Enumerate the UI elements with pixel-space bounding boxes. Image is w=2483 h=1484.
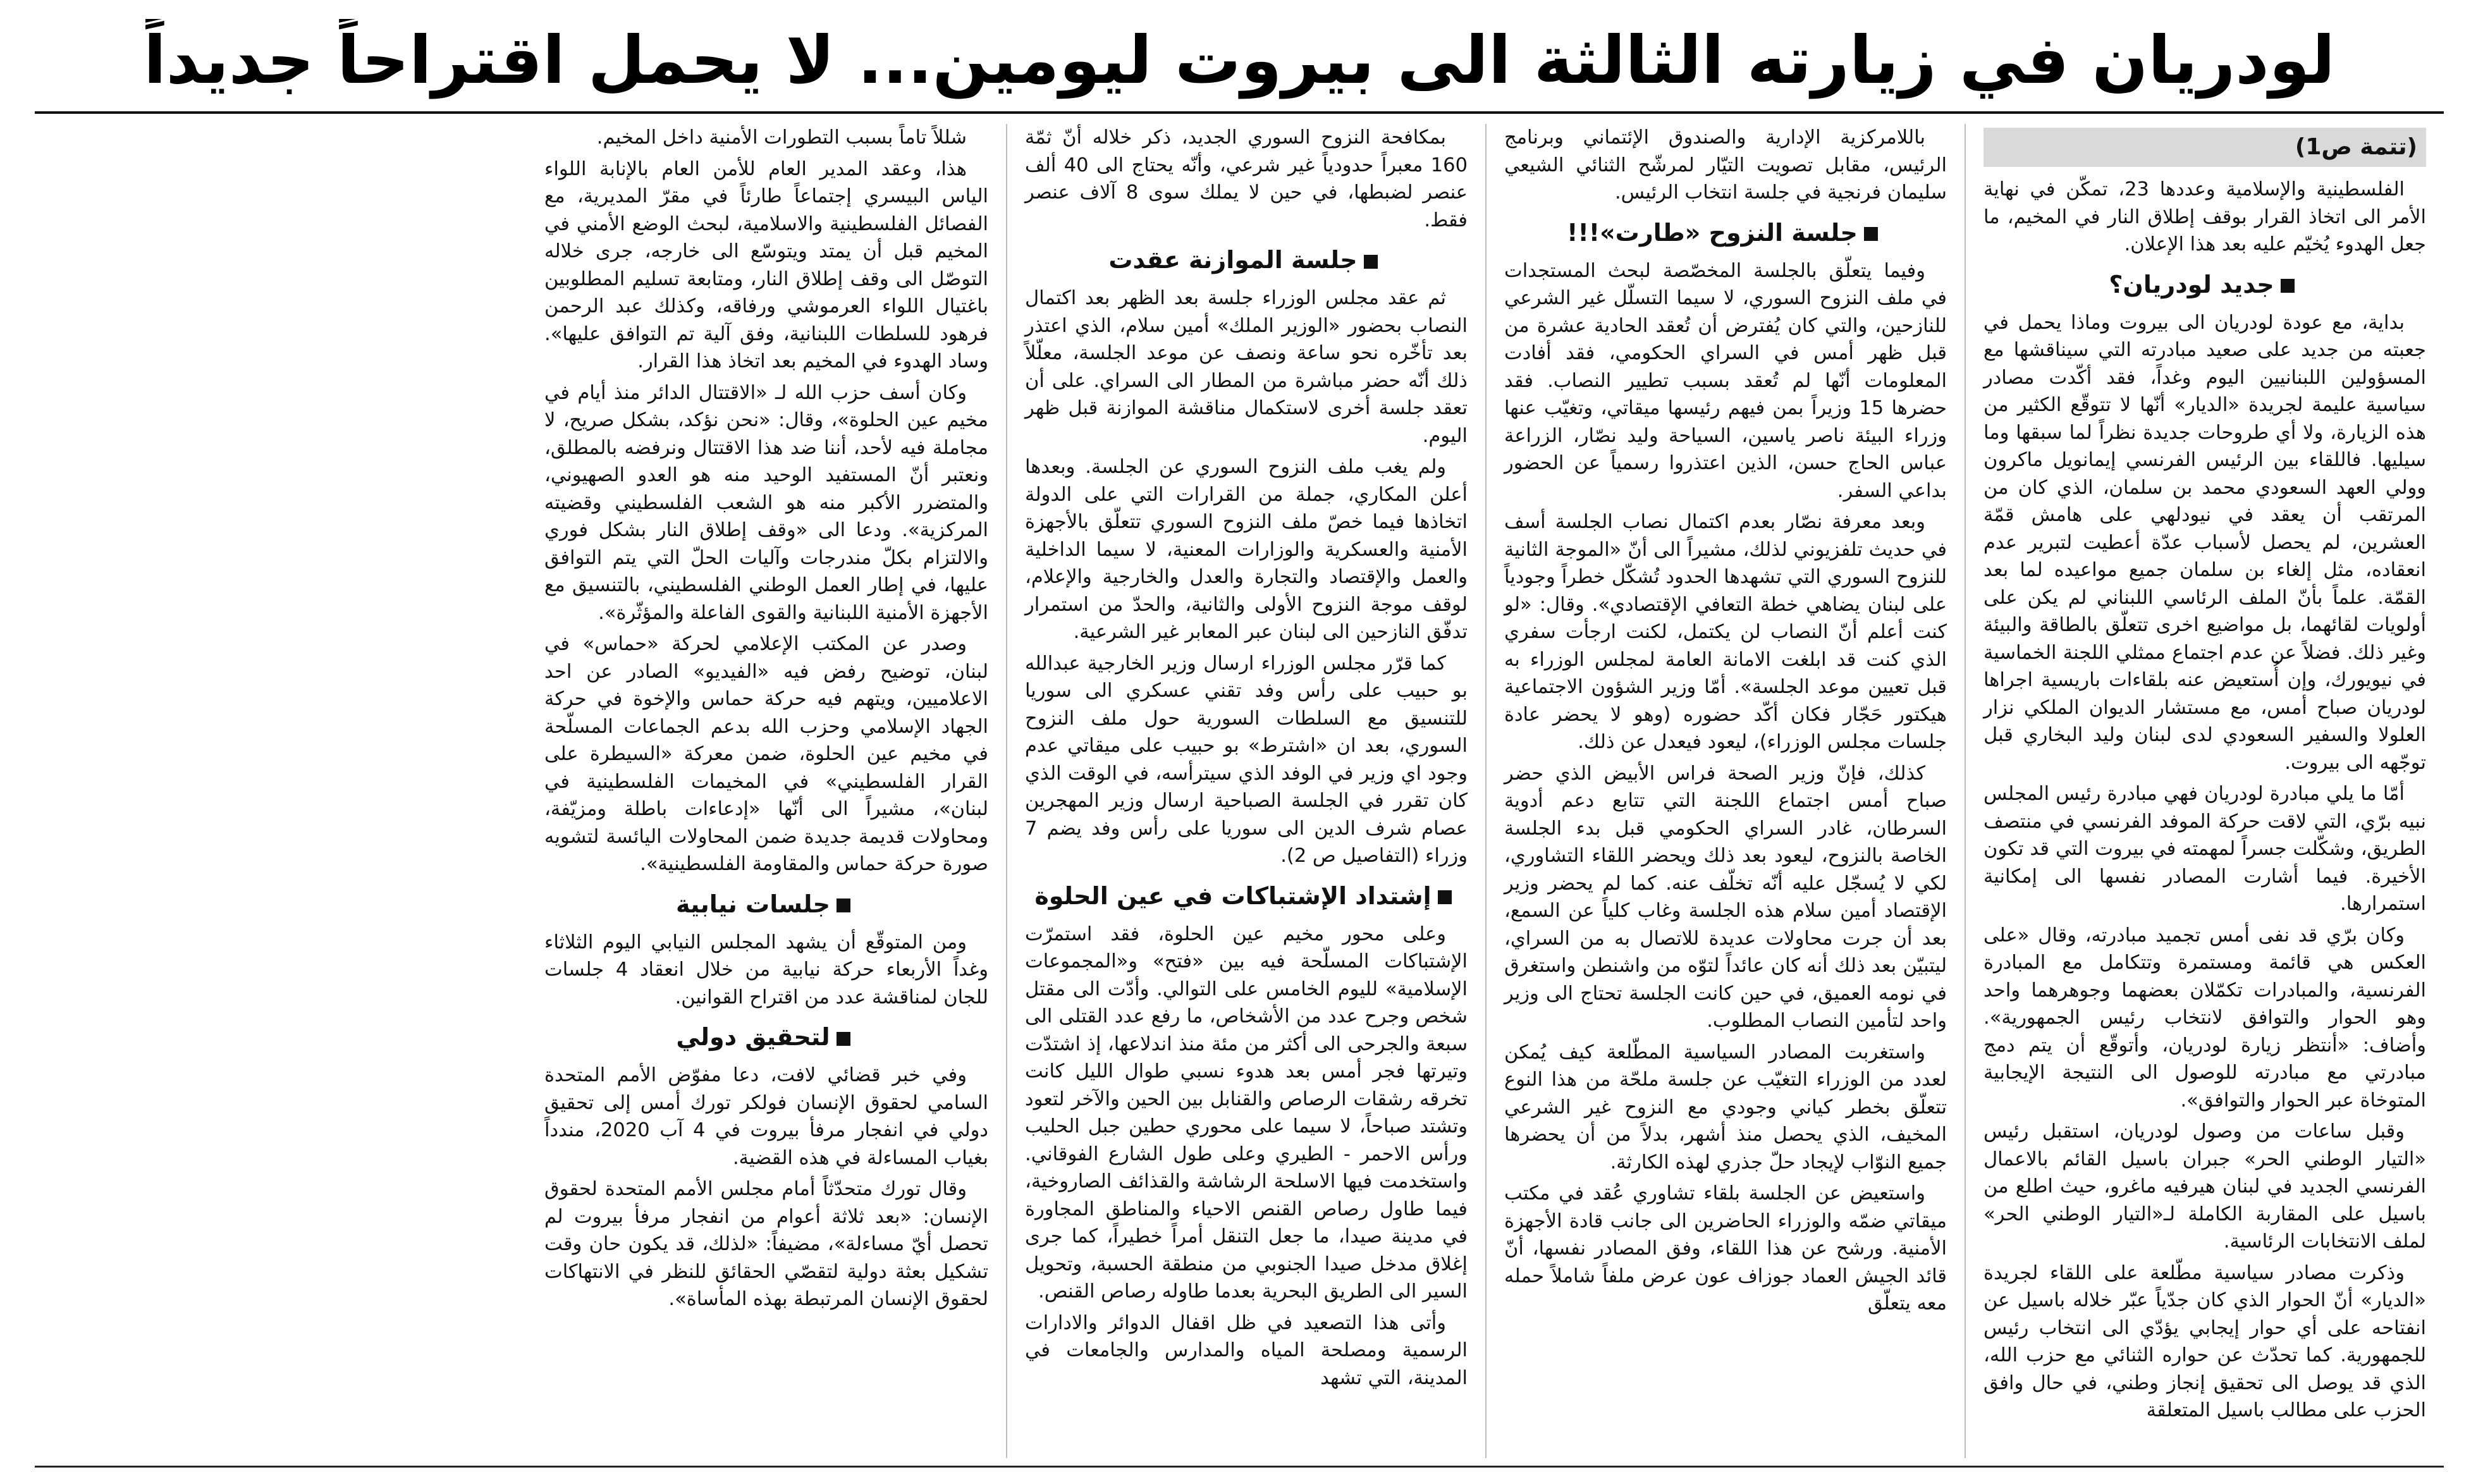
section-heading [1504, 216, 1947, 250]
section-heading [1025, 243, 1468, 277]
article-paragraph: الفلسطينية والإسلامية وعددها 23، تمكّن في نهاية الأمر الى اتخاذ القرار بوقف إطلاق النار في المخيم، ما جعل الهدوء يُخيّم عليه بعد هذا الإعلان. [1983, 178, 2426, 255]
article-paragraph: كذلك، فإنّ وزير الصحة فراس الأبيض الذي حضر صباح أمس اجتماع اللجنة التي تتابع دعم أدوية السرطان، غادر السراي الحكومي قبل بدء الجلسة الخاصة بالنزوح، ليعود بعد ذلك ويحضر اللقاء التشاوري، لكي لا يُسجّل عليه أنّه تخلّف عنه. كما لم يحضر وزير الإقتصاد أمين سلام هذه الجلسة وغاب كلياً عن السمع، بعد أن جرت محاولات عديدة للاتصال به من السراي، ليتبيّن بعد ذلك أنه كان عائداً لتوّه من واشنطن واستغرق في نومه العميق، في حين كانت الجلسة تحتاج الى وزير واحد لتأمين النصاب المطلوب. [1504, 762, 1947, 1032]
square-bullet-icon [1864, 227, 1878, 241]
article-paragraph: ومن المتوقّع أن يشهد المجلس النيابي اليوم الثلاثاء وغداً الأربعاء حركة نيابية من خلال انعقاد 4 جلسات للجان لمناقشة عدد من اقتراح القوانين. [544, 931, 988, 1009]
section-heading [1025, 879, 1468, 913]
article-paragraph: وقال تورك متحدّثاً أمام مجلس الأمم المتحدة لحقوق الإنسان: «بعد ثلاثة أعوام من انفجار مرفأ بيروت لم تحصل أيّ مساءلة»، مضيفاً: «لذلك، قد يكون حان وقت تشكيل بعثة دولية لتقصّي الحقائق للنظر في الانتهاكات لحقوق الإنسان المرتبطة بهذه المأساة». [544, 1178, 988, 1310]
article-paragraph: كما قرّر مجلس الوزراء ارسال وزير الخارجية عبدالله بو حبيب على رأس وفد تقني عسكري الى سوريا للتنسيق مع السلطات السورية حول ملف النزوح السوري، بعد ان «اشترط» بو حبيب على ميقاتي عدم وجود اي وزير في الوفد الذي سيترأسه، في الوقت الذي كان تقرر في الجلسة الصباحية ارسال وزير المهجرين عصام شرف الدين الى سوريا على رأس وفد يضم 7 وزراء (التفاصيل ص 2). [1025, 652, 1468, 867]
article-column [1485, 124, 1965, 1458]
article-paragraph: بداية، مع عودة لودريان الى بيروت وماذا يحمل في جعبته من جديد على صعيد مبادرته التي سيناقشها مع المسؤولين اللبنانيين اليوم وغداً، فقد أكّدت مصادر سياسية عليمة لجريدة «الديار» أنّها لا تتوقّع الكثير من هذه الزيارة، ولا أي طروحات جديدة نظراً لما سبقها وما سيليها. فاللقاء بين الرئيس الفرنسي إيمانويل ماكرون وولي العهد السعودي محمد بن سلمان، الذي كان من المرتقب أن يعقد في نيودلهي على هامش قمّة العشرين، لم يحصل لأسباب عدّة أعطيت لتبرير عدم انعقاده، مثل إلغاء بن سلمان جميع مواعيده لما بعد القمّة. علماً بأنّ الملف الرئاسي اللبناني لم يكن على أولويات لقائهما، بل مواضيع اخرى تتعلّق بالطاقة والبيئة وغير ذلك. فضلاً عن عدم اجتماع ممثلي اللجنة الخماسية في نيويورك، وإن أُستعيض عنه بلقاءات باريسية اجراها لودريان صباح أمس، مع مستشار الديوان الملكي نزار العلولا والسفير السعودي لدى لبنان وليد البخاري قبل توجّهه الى بيروت. [1983, 311, 2426, 774]
section-heading-text: جديد لودريان؟ [2109, 270, 2274, 298]
article-paragraph: واستعيض عن الجلسة بلقاء تشاوري عُقد في مكتب ميقاتي ضمّه والوزراء الحاضرين الى جانب قادة الأجهزة الأمنية. ورشح عن هذا اللقاء، وفق المصادر نفسها، أنّ قائد الجيش العماد جوزاف عون عرض ملفاً شاملاً حمله معه يتعلّق [1504, 1182, 1947, 1315]
article-paragraph: وكان برّي قد نفى أمس تجميد مبادرته، وقال «على العكس هي قائمة ومستمرة وتتكامل مع المبادرة الفرنسية، والمبادرات تكمّلان بعضهما وجوهرهما واحد وهو الحوار والتوافق لانتخاب رئيس الجمهورية». وأضاف: «أنتظر زيارة لودريان، وأتوقّع أن يتم دمج مبادرتي مع مبادرته للوصول الى النتيجة الإيجابية المتوخاة عبر الحوار والتوافق». [1983, 924, 2426, 1112]
article-paragraph: ثم عقد مجلس الوزراء جلسة بعد الظهر بعد اكتمال النصاب بحضور «الوزير الملك» أمين سلام، الذي اعتذر بعد تأخّره نحو ساعة ونصف عن موعد الجلسة، معلّلاً ذلك أنّه حضر مباشرة من المطار الى السراي. على أن تعقد جلسة أخرى لاستكمال مناقشة الموازنة قبل ظهر اليوم. [1025, 287, 1468, 447]
article-paragraph: أمّا ما يلي مبادرة لودريان فهي مبادرة رئيس المجلس نبيه برّي، التي لاقت حركة الموفد الفرنسي في منتصف الطريق، وشكّلت جسراً لمهمته في بيروت التي قد تكون الأخيرة. فيما أشارت المصادر نفسها الى إمكانية استمرارها. [1983, 783, 2426, 915]
section-heading-text: إشتداد الإشتباكات في عين الحلوة [1034, 881, 1432, 910]
article-paragraph: شللاً تاماً بسبب التطورات الأمنية داخل المخيم. [596, 126, 967, 149]
section-heading-text: جلسة النزوح «طارت»!!! [1567, 218, 1858, 247]
article-columns [35, 124, 2444, 1458]
section-heading-text: لتحقيق دولي [676, 1023, 830, 1051]
article-paragraph: وكان أسف حزب الله لـ «الاقتتال الدائر منذ أيام في مخيم عين الحلوة»، وقال: «نحن نؤكد، بشكل صريح، لا مجاملة فيه لأحد، أننا ضد هذا الاقتتال ونرفضه بالمطلق، ونعتبر أنّ المستفيد الوحيد منه هو العدو الصهيوني، والمتضرر الأكبر منه هو الشعب الفلسطيني وقضيته المركزية». ودعا الى «وقف إطلاق النار بشكل فوري والالتزام بكلّ مندرجات وآليات الحلّ التي يتم التوافق عليها، في إطار العمل الوطني الفلسطيني، بالتنسيق مع الأجهزة الأمنية اللبنانية والقوى الفاعلة والمؤثّرة». [544, 381, 988, 624]
article-paragraph: وأتى هذا التصعيد في ظل اقفال الدوائر والادارات الرسمية ومصلحة المياه والمدارس والجامعات في المدينة، التي تشهد [1025, 1311, 1468, 1389]
article-paragraph: وقبل ساعات من وصول لودريان، استقبل رئيس «التيار الوطني الحر» جبران باسيل القائم بالاعمال الفرنسي الجديد في لبنان هيرفيه ماغرو، حيث اطلع من باسيل على المقاربة الكاملة لـ«التيار الوطني الحر» لملف الانتخابات الرئاسية. [1983, 1120, 2426, 1253]
article-paragraph: وفيما يتعلّق بالجلسة المخصّصة لبحث المستجدات في ملف النزوح السوري، لا سيما التسلّل غير الشرعي للنازحين، والتي كان يُفترض أن تُعقد الحادية عشرة من قبل ظهر أمس في السراي الحكومي، فقد أفادت المعلومات أنّها لم تُعقد بسبب تطيير النصاب. فقد حضرها 15 وزيراً بمن فيهم رئيسها ميقاتي، وتغيّب عنها وزراء البيئة ناصر ياسين، السياحة وليد نصّار، الزراعة عباس الحاج حسن، الذين اعتذروا رسمياً عن الحضور بداعي السفر. [1504, 259, 1947, 502]
square-bullet-icon [1438, 890, 1452, 904]
continuation-label: (تتمة ص1) [1983, 128, 2426, 167]
article-paragraph: وصدر عن المكتب الإعلامي لحركة «حماس» في لبنان، توضيح رفض فيه «الفيديو» الصادر عن احد الاعلاميين، ويتهم فيه حركة حماس والإخوة في حركة الجهاد الإسلامي وحزب الله بدعم الجماعات المسلّحة في مخيم عين الحلوة، ضمن معركة «السيطرة على القرار الفلسطيني» في المخيمات الفلسطينية في لبنان»، مشيراً الى أنّها «إدعاءات باطلة ومزيّفة، ومحاولات قديمة جديدة ضمن المحاولات اليائسة لتشويه صورة حركة حماس والمقاومة الفلسطينية». [544, 633, 988, 875]
square-bullet-icon [1364, 255, 1378, 269]
section-heading [544, 887, 988, 921]
article-paragraph: وذكرت مصادر سياسية مطّلعة على اللقاء لجريدة «الديار» أنّ الحوار الذي كان جدّياً عبّر خلاله باسيل عن انفتاحه على أي حوار إيجابي يؤدّي الى انتخاب رئيس للجمهورية. كما تحدّث عن حواره الثنائي مع حزب الله، الذي قد يوصل الى تحقيق إنجاز وطني، في حال وافق الحزب على مطالب باسيل المتعلقة [1983, 1261, 2426, 1421]
article-paragraph: واستغربت المصادر السياسية المطّلعة كيف يُمكن لعدد من الوزراء التغيّب عن جلسة ملحّة من هذا النوع تتعلّق بخطر كياني وجودي مع النزوح غير الشرعي المخيف، الذي يحصل منذ أشهر، بدلاً من أن يحضرها جميع النوّاب لإيجاد حلّ جذري لهذه الكارثة. [1504, 1041, 1947, 1174]
square-bullet-icon [837, 898, 850, 912]
headline-rule [35, 111, 2444, 114]
section-heading [1983, 267, 2426, 302]
article-paragraph: بمكافحة النزوح السوري الجديد، ذكر خلاله أنّ ثمّة 160 معبراً حدودياً غير شرعي، وأنّه يحتاج الى 40 ألف عنصر لضبطها، في حين لا يملك سوى 8 آلاف عنصر فقط. [1025, 126, 1468, 231]
section-heading-text: جلسات نيابية [675, 890, 831, 918]
square-bullet-icon [837, 1032, 850, 1046]
article-paragraph: هذا، وعقد المدير العام للأمن العام بالإنابة اللواء الياس البيسري إجتماعاً طارئاً في مقرّ المديرية، مع الفصائل الفلسطينية والاسلامية، لبحث الوضع الأمني في المخيم قبل أن يمتد ويتوسّع الى خارجه، جرى خلاله التوصّل الى وقف إطلاق النار، ومتابعة تسليم المطلوبين باغتيال اللواء العرموشي ورفاقه، وكذلك عبد الرحمن فرهود للسلطات اللبنانية، وفق آلية تم التوافق عليها». وساد الهدوء في المخيم بعد اتخاذ هذا القرار. [544, 157, 988, 372]
article-column [1006, 124, 1485, 1458]
article-paragraph: باللامركزية الإدارية والصندوق الإئتماني وبرنامج الرئيس، مقابل تصويت التيّار لمرشّح الثنائي الشيعي سليمان فرنجية في جلسة انتخاب الرئيس. [1504, 126, 1947, 204]
section-heading [544, 1020, 988, 1054]
square-bullet-icon [2281, 279, 2295, 293]
section-heading-text: جلسة الموازنة عقدت [1108, 246, 1358, 274]
article-column [1965, 124, 2444, 1458]
article-paragraph: ولم يغب ملف النزوح السوري عن الجلسة. وبعدها أعلن المكاري، جملة من القرارات التي على الدولة اتخاذها فيما خصّ ملف النزوح السوري تتعلّق بالأجهزة الأمنية والعسكرية والوزارات المعنية، لا سيما الداخلية والعمل والإقتصاد والتجارة والعدل والخارجية والإعلام، لوقف موجة النزوح الأولى والثانية، والحدّ من استمرار تدفّق النازحين الى لبنان عبر المعابر غير الشرعية. [1025, 456, 1468, 643]
article-paragraph: وفي خبر قضائي لافت، دعا مفوّض الأمم المتحدة السامي لحقوق الإنسان فولكر تورك أمس إلى تحقيق دولي في انفجار مرفأ بيروت في 4 آب 2020، مندداً بغياب المساءلة في هذه القضية. [544, 1064, 988, 1169]
article-paragraph: وبعد معرفة نصّار بعدم اكتمال نصاب الجلسة أسف في حديث تلفزيوني لذلك، مشيراً الى أنّ «الموجة الثانية للنزوح السوري التي تشهدها الحدود تُشكّل خطراً وجودياً على لبنان يضاهي خطة التعافي الإقتصادي». وقال: «لو كنت أعلم أنّ النصاب لن يكتمل، لكنت ارجأت سفري الذي كنت قد ابلغت الامانة العامة لمجلس الوزراء به قبل تعيين موعد الجلسة». أمّا وزير الشؤون الاجتماعية هيكتور حَجّار فكان أكّد حضوره (وهو لا يحضر عادة جلسات مجلس الوزراء)، ليعود فيعدل عن ذلك. [1504, 511, 1947, 753]
article-column [527, 124, 1006, 1458]
article-paragraph: وعلى محور مخيم عين الحلوة، فقد استمرّت الإشتباكات المسلّحة فيه بين «فتح» و«المجموعات الإسلامية» لليوم الخامس على التوالي. وأدّت الى مقتل شخص وجرح عدد من الأشخاص، ما رفع عدد القتلى الى سبعة والجرحى الى أكثر من مئة منذ اندلاعها، إذ اشتدّت وتيرتها فجر أمس بعد هدوء نسبي طوال الليل كانت تخرقه رشقات الرصاص والقنابل بين الحين والآخر لتعود وتشتد صباحاً، لا سيما على محوري حطين جبل الحليب ورأس الاحمر - الطيري وعلى طول الشارع الفوقاني. واستخدمت فيها الاسلحة الرشاشة والقذائف الصاروخية، فيما طاول رصاص القنص الاحياء والمناطق المجاورة في مدينة صيدا، ما جعل التنقل أمراً خطيراً، كما جرى إغلاق مدخل صيدا الجنوبي من منطقة الحسبة، وتحويل السير الى الطريق البحرية بعدما طاوله رصاص القنص. [1025, 923, 1468, 1303]
bottom-rule [35, 1466, 2444, 1468]
headline: لودريان في زيارته الثالثة الى بيروت ليومين... لا يحمل اقتراحاً جديداً [144, 21, 2335, 99]
